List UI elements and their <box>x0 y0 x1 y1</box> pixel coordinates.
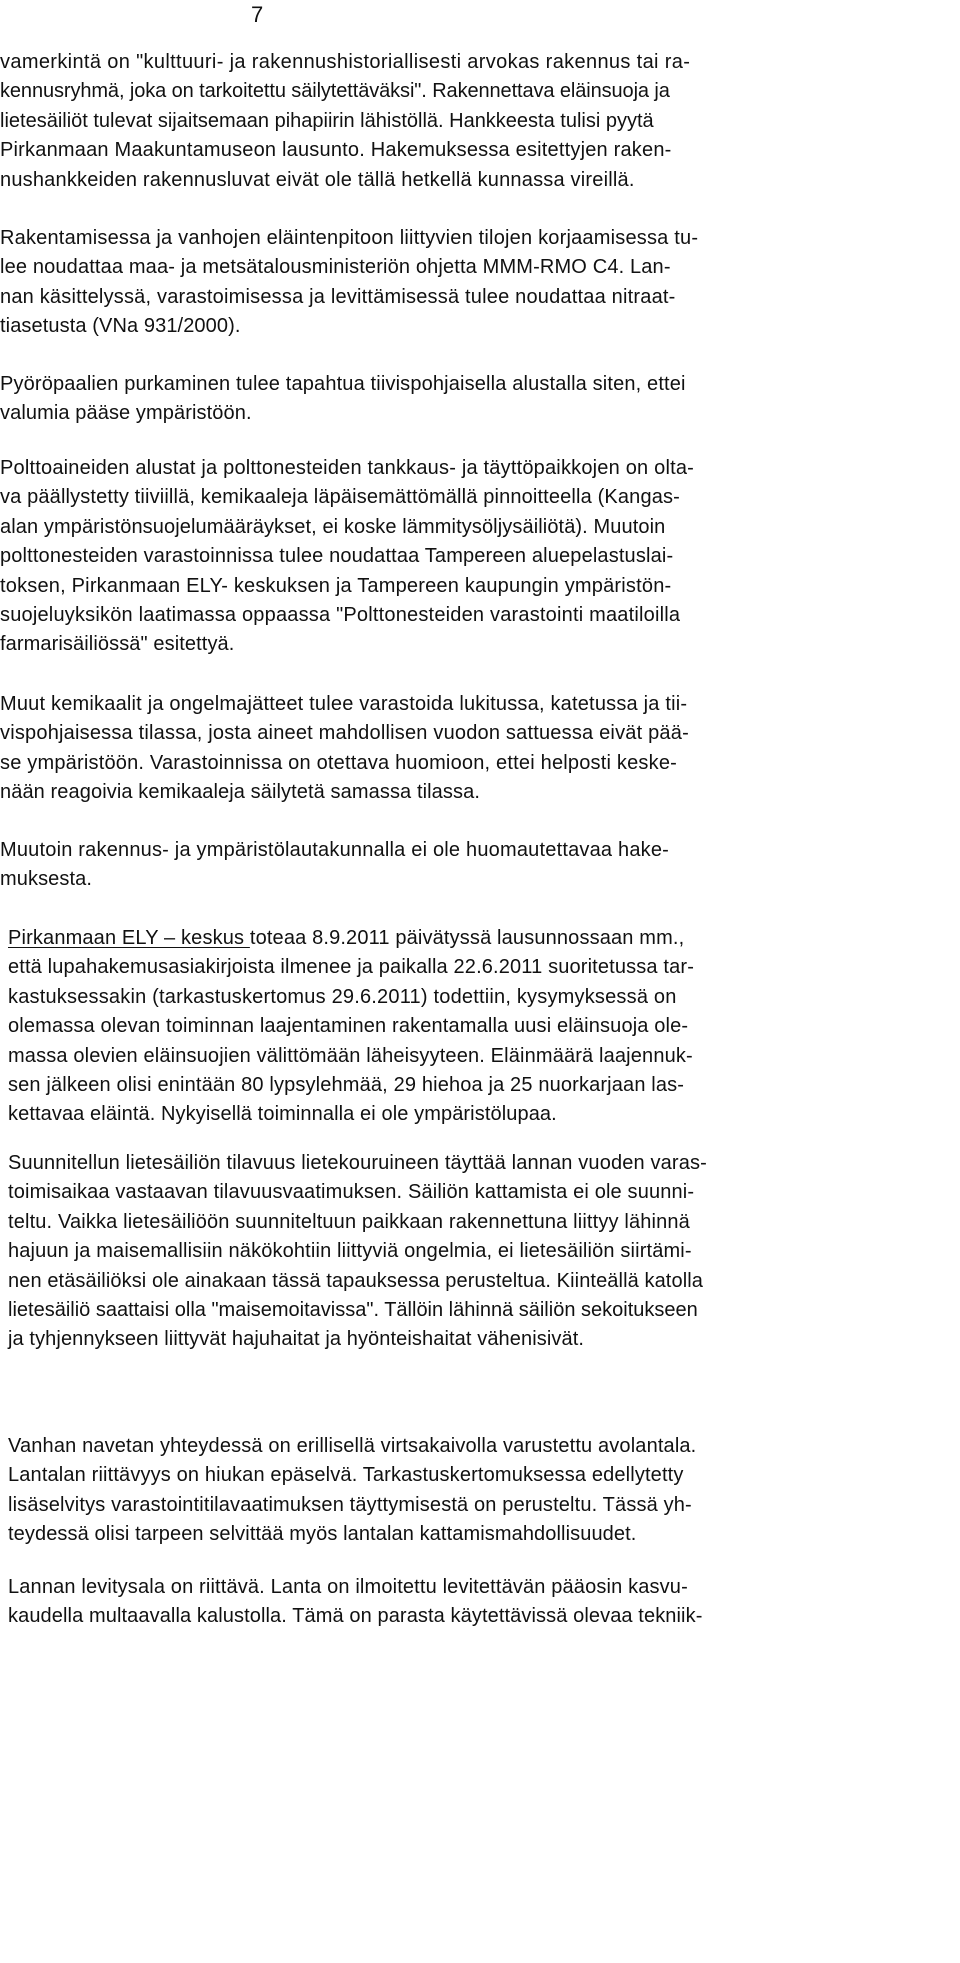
text-line: suojeluyksikön laatimassa oppaassa "Polttonesteiden varastointi maatiloilla <box>0 604 681 627</box>
text-line: kaudella multaavalla kalustolla. Tämä on parasta käytettävissä olevaa tekniik- <box>8 1605 703 1628</box>
text-line: Polttoaineiden alustat ja polttonesteiden tankkaus- ja täyttöpaikkojen on olta- <box>0 457 695 479</box>
paragraph-2 <box>0 224 960 342</box>
text-line: va päällystetty tiiviillä, kemikaaleja läpäisemättömällä pinnoitteella (Kangas- <box>0 486 680 509</box>
text-line: nan käsittelyssä, varastoimisessa ja levittämisessä tulee noudattaa nitraat- <box>0 285 676 308</box>
text-line <box>0 924 960 953</box>
text-line: kennusryhmä, joka on tarkoitettu säilytettäväksi". Rakennettava eläinsuoja ja <box>0 80 670 103</box>
paragraph-9 <box>0 1432 960 1550</box>
text-line: teydessä olisi tarpeen selvittää myös lantalan kattamismahdollisuudet. <box>8 1523 637 1546</box>
text-line: toimisaikaa vastaavan tilavuusvaatimuksen. Säiliön kattamista ei ole suunni- <box>8 1181 695 1204</box>
paragraph-8 <box>0 1149 960 1355</box>
link-line-rest: toteaa 8.9.2011 päivätyssä lausunnossaan mm., <box>249 927 685 949</box>
text-line: että lupahakemusasiakirjoista ilmenee ja paikalla 22.6.2011 suoritetussa tar- <box>8 956 695 979</box>
text-line: Muut kemikaalit ja ongelmajätteet tulee varastoida lukitussa, katetussa ja tii- <box>0 693 688 715</box>
text-line: hajuun ja maisemallisiin näkökohtiin liittyviä ongelmia, ei lietesäiliön siirtämi- <box>8 1240 692 1263</box>
text-line: lisäselvitys varastointitilavaatimuksen täyttymisestä on perusteltu. Tässä yh- <box>8 1493 692 1516</box>
text-line: nushankkeiden rakennusluvat eivät ole tällä hetkellä kunnassa vireillä. <box>0 168 635 191</box>
text-line: tiasetusta (VNa 931/2000). <box>0 315 241 338</box>
text-line: Vanhan navetan yhteydessä on erillisellä virtsakaivolla varustettu avolantala. <box>8 1435 697 1457</box>
page-number: 7 <box>251 2 264 27</box>
text-line: Lantalan riittävyys on hiukan epäselvä. Tarkastuskertomuksessa edellytetty <box>8 1464 684 1487</box>
paragraph-1 <box>0 48 960 195</box>
text-line: Rakentamisessa ja vanhojen eläintenpitoon liittyvien tilojen korjaamisessa tu- <box>0 227 699 249</box>
paragraph-6 <box>0 836 960 895</box>
text-line: muksesta. <box>0 868 93 891</box>
text-line: Muutoin rakennus- ja ympäristölautakunnalla ei ole huomautettavaa hake- <box>0 839 670 861</box>
text-line: nen etäsäiliöksi ole ainakaan tässä tapauksessa perusteltua. Kiinteällä katolla <box>8 1269 703 1292</box>
paragraph-3 <box>0 370 960 429</box>
ely-keskus-link[interactable]: Pirkanmaan ELY – keskus <box>8 927 250 949</box>
text-line: vispohjaisessa tilassa, josta aineet mahdollisen vuodon sattuessa eivät pää- <box>0 722 689 745</box>
paragraph-7 <box>0 924 960 1130</box>
text-line: sen jälkeen olisi enintään 80 lypsylehmää, 29 hiehoa ja 25 nuorkarjaan las- <box>8 1074 685 1097</box>
text-line: ja tyhjennykseen liittyvät hajuhaitat ja hyönteishaitat vähenisivät. <box>8 1328 585 1351</box>
text-line: nään reagoivia kemikaaleja säilytetä samassa tilassa. <box>0 781 480 804</box>
text-line: massa olevien eläinsuojien välittömään läheisyyteen. Eläinmäärä laajennuk- <box>8 1044 693 1067</box>
text-line: se ympäristöön. Varastoinnissa on otettava huomioon, ettei helposti keske- <box>0 751 678 774</box>
text-line: toksen, Pirkanmaan ELY- keskuksen ja Tampereen kaupungin ympäristön- <box>0 574 672 597</box>
text-line: farmarisäiliössä" esitettyä. <box>0 633 235 656</box>
text-line: kettavaa eläintä. Nykyisellä toiminnalla ei ole ympäristölupaa. <box>8 1103 557 1126</box>
paragraph-5 <box>0 690 960 808</box>
text-line: olemassa olevan toiminnan laajentaminen rakentamalla uusi eläinsuoja ole- <box>8 1015 689 1038</box>
text-line: Suunnitellun lietesäiliön tilavuus lietekouruineen täyttää lannan vuoden varas- <box>8 1152 707 1174</box>
text-line: vamerkintä on "kulttuuri- ja rakennushistoriallisesti arvokas rakennus tai ra- <box>0 51 691 73</box>
text-line: Pirkanmaan Maakuntamuseon lausunto. Hakemuksessa esitettyjen raken- <box>0 139 672 162</box>
text-line: valumia pääse ympäristöön. <box>0 402 252 425</box>
text-line: lee noudattaa maa- ja metsätalousministeriön ohjetta MMM-RMO C4. Lan- <box>0 256 671 279</box>
paragraph-4 <box>0 454 960 660</box>
text-line: Pyöröpaalien purkaminen tulee tapahtua tiivispohjaisella alustalla siten, ettei <box>0 373 686 395</box>
text-line: kastuksessakin (tarkastuskertomus 29.6.2011) todettiin, kysymyksessä on <box>8 985 677 1008</box>
paragraph-10 <box>0 1573 960 1632</box>
text-line: polttonesteiden varastoinnissa tulee noudattaa Tampereen aluepelastuslai- <box>0 545 674 568</box>
text-line: lietesäiliö saattaisi olla "maisemoitavissa". Tällöin lähinnä säiliön sekoitukseen <box>8 1299 698 1322</box>
text-line: Lannan levitysala on riittävä. Lanta on ilmoitettu levitettävän pääosin kasvu- <box>8 1576 688 1598</box>
text-line: teltu. Vaikka lietesäiliöön suunniteltuun paikkaan rakennettuna liittyy lähinnä <box>8 1210 690 1233</box>
text-line: lietesäiliöt tulevat sijaitsemaan pihapiirin lähistöllä. Hankkeesta tulisi pyytä <box>0 109 654 132</box>
text-line: alan ympäristönsuojelumääräykset, ei koske lämmitysöljysäiliötä). Muutoin <box>0 515 666 538</box>
